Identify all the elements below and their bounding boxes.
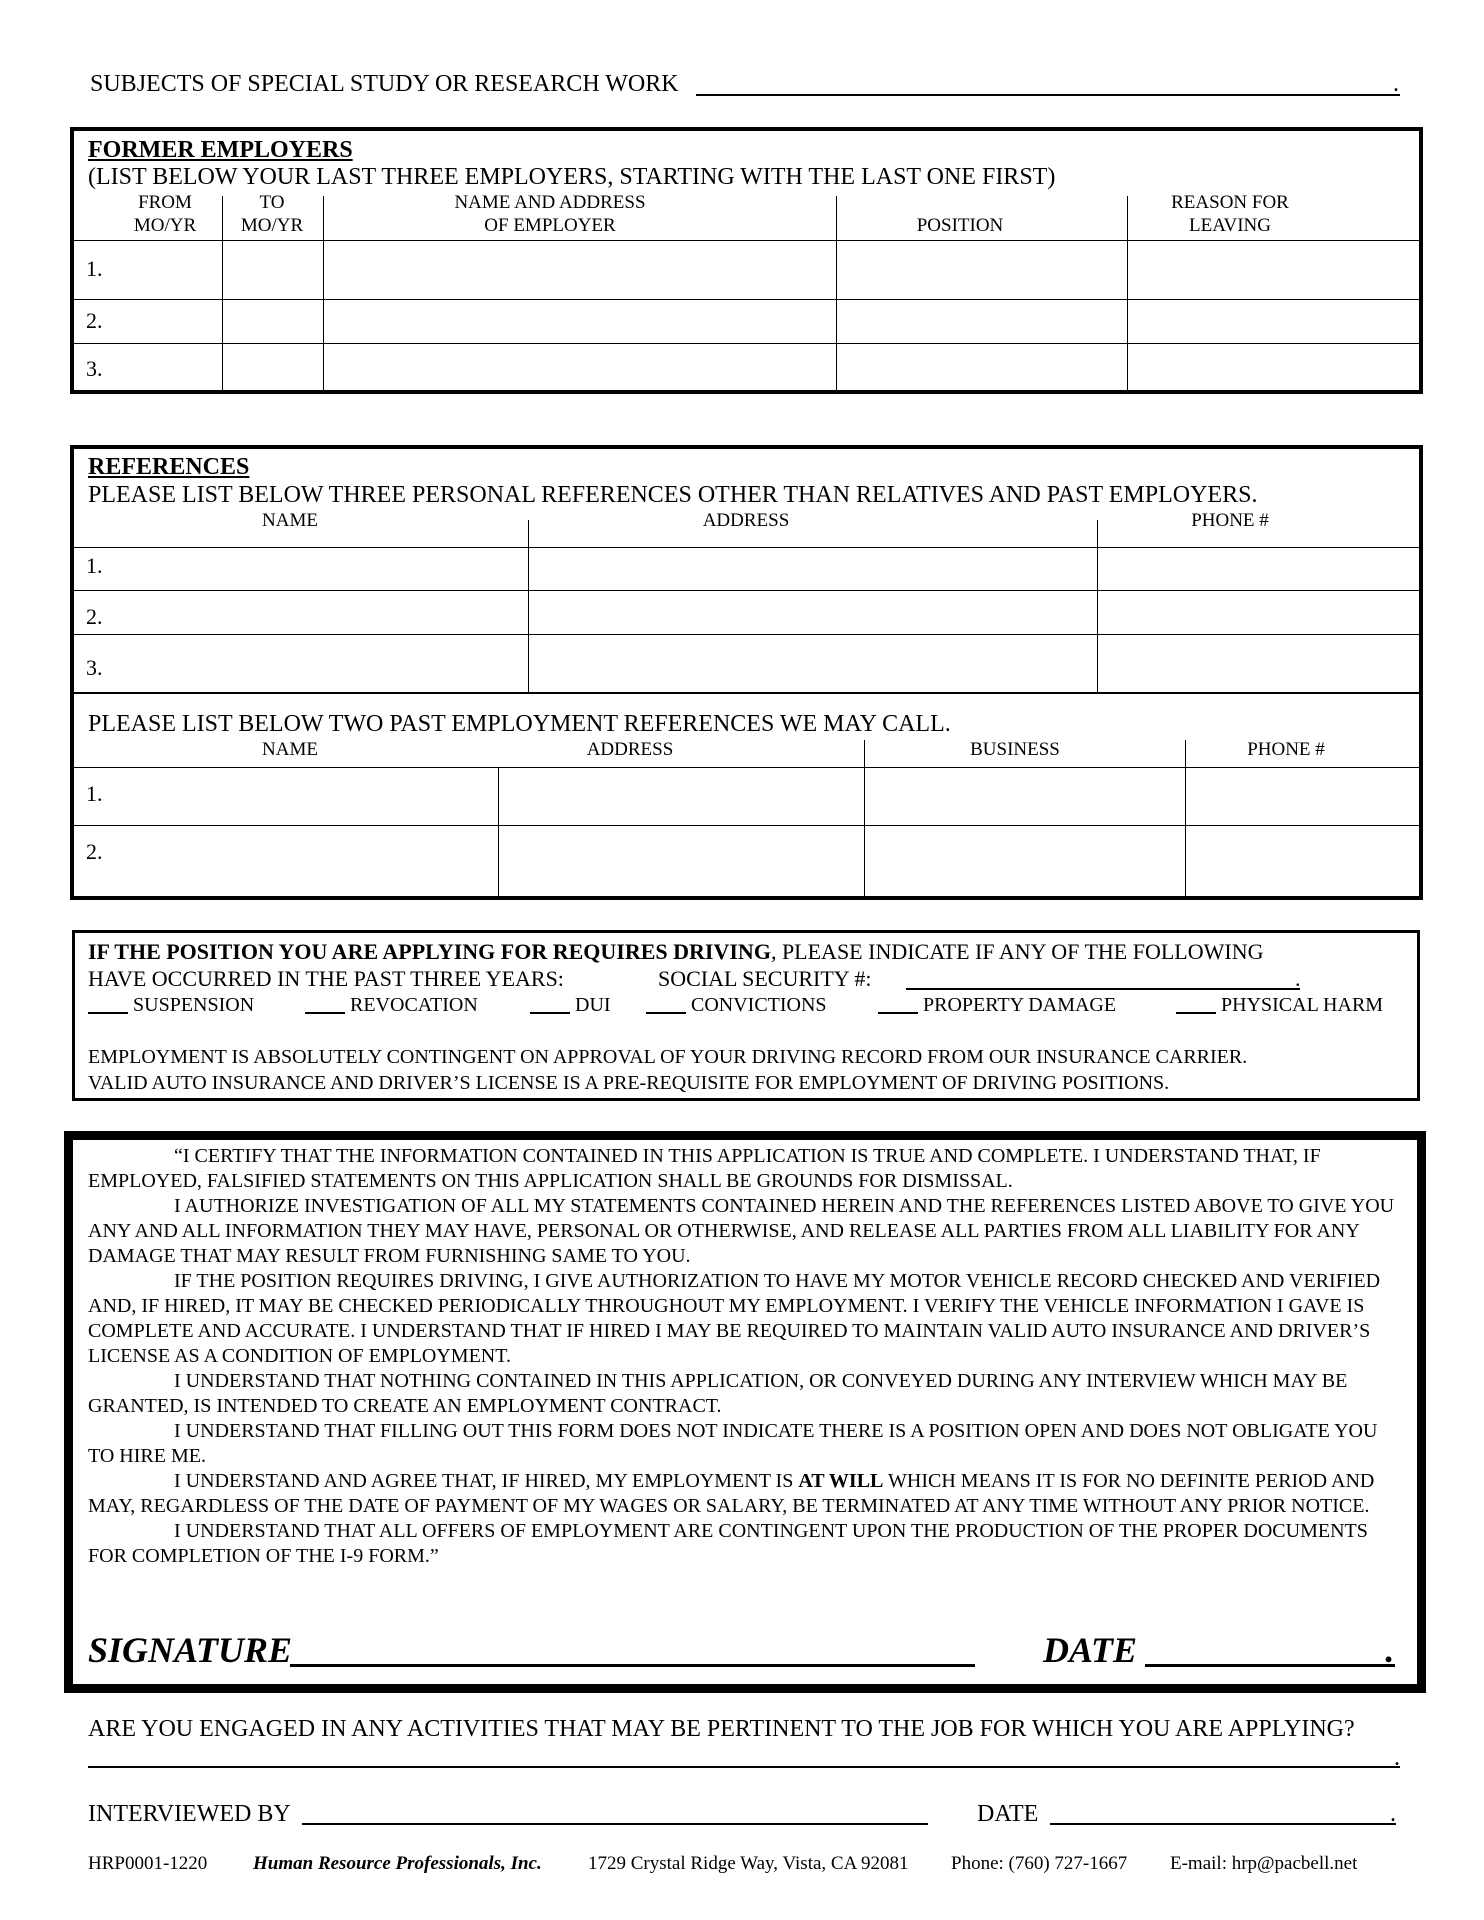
row-divider — [74, 634, 1419, 635]
driving-line2: HAVE OCCURRED IN THE PAST THREE YEARS: — [88, 966, 564, 991]
ssn-input-line[interactable] — [906, 988, 1300, 990]
driving-intro: IF THE POSITION YOU ARE APPLYING FOR REQUIRES DRIVING, PLEASE INDICATE IF ANY OF THE FOLLOWING — [88, 939, 1264, 964]
col-divider — [498, 767, 499, 896]
driving-note-2: VALID AUTO INSURANCE AND DRIVER’S LICENSE IS A PRE-REQUISITE FOR EMPLOYMENT OF DRIVING POSITIONS. — [88, 1072, 1170, 1094]
past-col-name-header: NAME — [262, 739, 318, 760]
col-divider — [1185, 740, 1186, 896]
company-name: Human Resource Professionals, Inc. — [253, 1853, 542, 1874]
subjects-label: SUBJECTS OF SPECIAL STUDY OR RESEARCH WORK — [90, 71, 679, 97]
reference-row-1[interactable]: 1. — [86, 553, 103, 578]
period: . — [1295, 966, 1301, 991]
row-divider — [74, 547, 1419, 548]
cert-date-label: DATE — [1043, 1630, 1138, 1670]
col-divider — [222, 196, 223, 390]
former-employers-title: FORMER EMPLOYERS — [88, 137, 353, 163]
col-to-header: TO MO/YR — [240, 192, 304, 236]
section-divider — [74, 692, 1419, 694]
row-divider — [74, 240, 1419, 241]
cert-paragraph-4: I UNDERSTAND THAT NOTHING CONTAINED IN THIS APPLICATION, OR CONVEYED DURING ANY INTERVIEW WHICH MAY BE GRANTED, IS INTENDED TO CREATE AN EMPLOYMENT CONTRACT. — [88, 1370, 1348, 1417]
col-reason-header: REASON FOR LEAVING — [1171, 192, 1289, 236]
col-divider — [528, 520, 529, 692]
row-divider — [74, 767, 1419, 768]
col-divider — [836, 196, 837, 390]
driving-note-1: EMPLOYMENT IS ABSOLUTELY CONTINGENT ON APPROVAL OF YOUR DRIVING RECORD FROM OUR INSURANCE CARRIER. — [88, 1046, 1248, 1068]
period: . — [1384, 1630, 1393, 1670]
ref-col-name-header: NAME — [262, 510, 318, 531]
form-code: HRP0001-1220 — [88, 1853, 208, 1874]
activities-question: ARE YOU ENGAGED IN ANY ACTIVITIES THAT MAY BE PERTINENT TO THE JOB FOR WHICH YOU ARE APPLYING? — [88, 1716, 1355, 1742]
period: . — [1394, 1745, 1400, 1771]
col-from-header: FROM MO/YR — [133, 192, 197, 236]
subjects-input-line[interactable] — [696, 94, 1400, 96]
option-convictions[interactable]: CONVICTIONS — [646, 993, 827, 1018]
cert-paragraph-1: “I CERTIFY THAT THE INFORMATION CONTAINED IN THIS APPLICATION IS TRUE AND COMPLETE. I UNDERSTAND THAT, IF EMPLOYED, FALSIFIED STATEMENTS ON THIS APPLICATION SHALL BE GROUNDS FOR DISMISSAL. — [88, 1145, 1321, 1192]
employer-row-2[interactable]: 2. — [86, 308, 103, 333]
interviewed-by-input-line[interactable] — [302, 1823, 928, 1825]
company-phone: Phone: (760) 727-1667 — [951, 1853, 1128, 1874]
option-property-damage[interactable]: PROPERTY DAMAGE — [878, 993, 1116, 1018]
col-divider — [323, 196, 324, 390]
cert-paragraph-7: I UNDERSTAND THAT ALL OFFERS OF EMPLOYMENT ARE CONTINGENT UPON THE PRODUCTION OF THE PROPER DOCUMENTS FOR COMPLETION OF THE I-9 FORM.” — [88, 1520, 1368, 1567]
cert-paragraph-3: IF THE POSITION REQUIRES DRIVING, I GIVE AUTHORIZATION TO HAVE MY MOTOR VEHICLE RECORD CHECKED AND VERIFIED AND, IF HIRED, IT MAY BE CHECKED PERIODICALLY THROUGHOUT MY EMPLOYMENT. I VERIFY THE VEHICLE INFORMATION I GAVE IS COMPLETE AND ACCURATE. I UNDERSTAND THAT IF HIRED I MAY BE REQUIRED TO MAINTAIN VALID AUTO INSURANCE AND DRIVER’S LICENSE AS A CONDITION OF EMPLOYMENT. — [88, 1270, 1381, 1367]
option-dui[interactable]: DUI — [530, 993, 611, 1018]
ssn-label: SOCIAL SECURITY #: — [658, 966, 872, 991]
interviewed-by-label: INTERVIEWED BY — [88, 1801, 291, 1827]
row-divider — [74, 299, 1419, 300]
former-employers-instruction: (LIST BELOW YOUR LAST THREE EMPLOYERS, STARTING WITH THE LAST ONE FIRST) — [88, 164, 1056, 190]
certification-text — [88, 1144, 1408, 1569]
company-email: E-mail: hrp@pacbell.net — [1170, 1853, 1358, 1874]
references-instruction: PLEASE LIST BELOW THREE PERSONAL REFERENCES OTHER THAN RELATIVES AND PAST EMPLOYERS. — [88, 482, 1258, 508]
col-name-address-header: NAME AND ADDRESS OF EMPLOYER — [454, 192, 646, 236]
ref-col-address-header: ADDRESS — [702, 510, 790, 531]
past-col-phone-header: PHONE # — [1247, 739, 1325, 760]
option-suspension[interactable]: SUSPENSION — [88, 993, 254, 1018]
interview-date-label: DATE — [977, 1801, 1039, 1827]
signature-label: SIGNATURE — [88, 1630, 293, 1670]
reference-row-2[interactable]: 2. — [86, 604, 103, 629]
activities-input-line[interactable] — [88, 1766, 1400, 1768]
col-divider — [1127, 196, 1128, 390]
past-reference-row-2[interactable]: 2. — [86, 839, 103, 864]
past-col-address-header: ADDRESS — [586, 739, 674, 760]
employer-row-3[interactable]: 3. — [86, 356, 103, 381]
option-physical-harm[interactable]: PHYSICAL HARM — [1176, 993, 1383, 1018]
col-position-header: POSITION — [916, 215, 1004, 236]
cert-paragraph-6: I UNDERSTAND AND AGREE THAT, IF HIRED, MY EMPLOYMENT IS AT WILL WHICH MEANS IT IS FOR NO DEFINITE PERIOD AND MAY, REGARDLESS OF THE DATE OF PAYMENT OF MY WAGES OR SALARY, BE TERMINATED AT ANY TIME WITHOUT ANY PRIOR NOTICE. — [88, 1470, 1375, 1517]
period: . — [1390, 1801, 1396, 1827]
col-divider — [1097, 520, 1098, 692]
cert-paragraph-2: I AUTHORIZE INVESTIGATION OF ALL MY STATEMENTS CONTAINED HEREIN AND THE REFERENCES LISTED ABOVE TO GIVE YOU ANY AND ALL INFORMATION THEY MAY HAVE, PERSONAL OR OTHERWISE, AND RELEASE ALL PARTIES FROM ALL LIABILITY FOR ANY DAMAGE THAT MAY RESULT FROM FURNISHING SAME TO YOU. — [88, 1195, 1395, 1267]
past-references-instruction: PLEASE LIST BELOW TWO PAST EMPLOYMENT REFERENCES WE MAY CALL. — [88, 711, 951, 737]
col-divider — [864, 740, 865, 896]
cert-paragraph-5: I UNDERSTAND THAT FILLING OUT THIS FORM DOES NOT INDICATE THERE IS A POSITION OPEN AND DOES NOT OBLIGATE YOU TO HIRE ME. — [88, 1420, 1378, 1467]
employer-row-1[interactable]: 1. — [86, 256, 103, 281]
row-divider — [74, 343, 1419, 344]
ref-col-phone-header: PHONE # — [1191, 510, 1269, 531]
references-title: REFERENCES — [88, 454, 250, 480]
interview-date-input-line[interactable] — [1050, 1823, 1396, 1825]
reference-row-3[interactable]: 3. — [86, 655, 103, 680]
row-divider — [74, 590, 1419, 591]
period: . — [1393, 71, 1399, 97]
option-revocation[interactable]: REVOCATION — [305, 993, 478, 1018]
cert-date-input-line[interactable] — [1145, 1664, 1395, 1667]
row-divider — [74, 825, 1419, 826]
company-address: 1729 Crystal Ridge Way, Vista, CA 92081 — [588, 1853, 909, 1874]
past-col-business-header: BUSINESS — [970, 739, 1060, 760]
past-reference-row-1[interactable]: 1. — [86, 781, 103, 806]
signature-input-line[interactable] — [290, 1664, 975, 1667]
